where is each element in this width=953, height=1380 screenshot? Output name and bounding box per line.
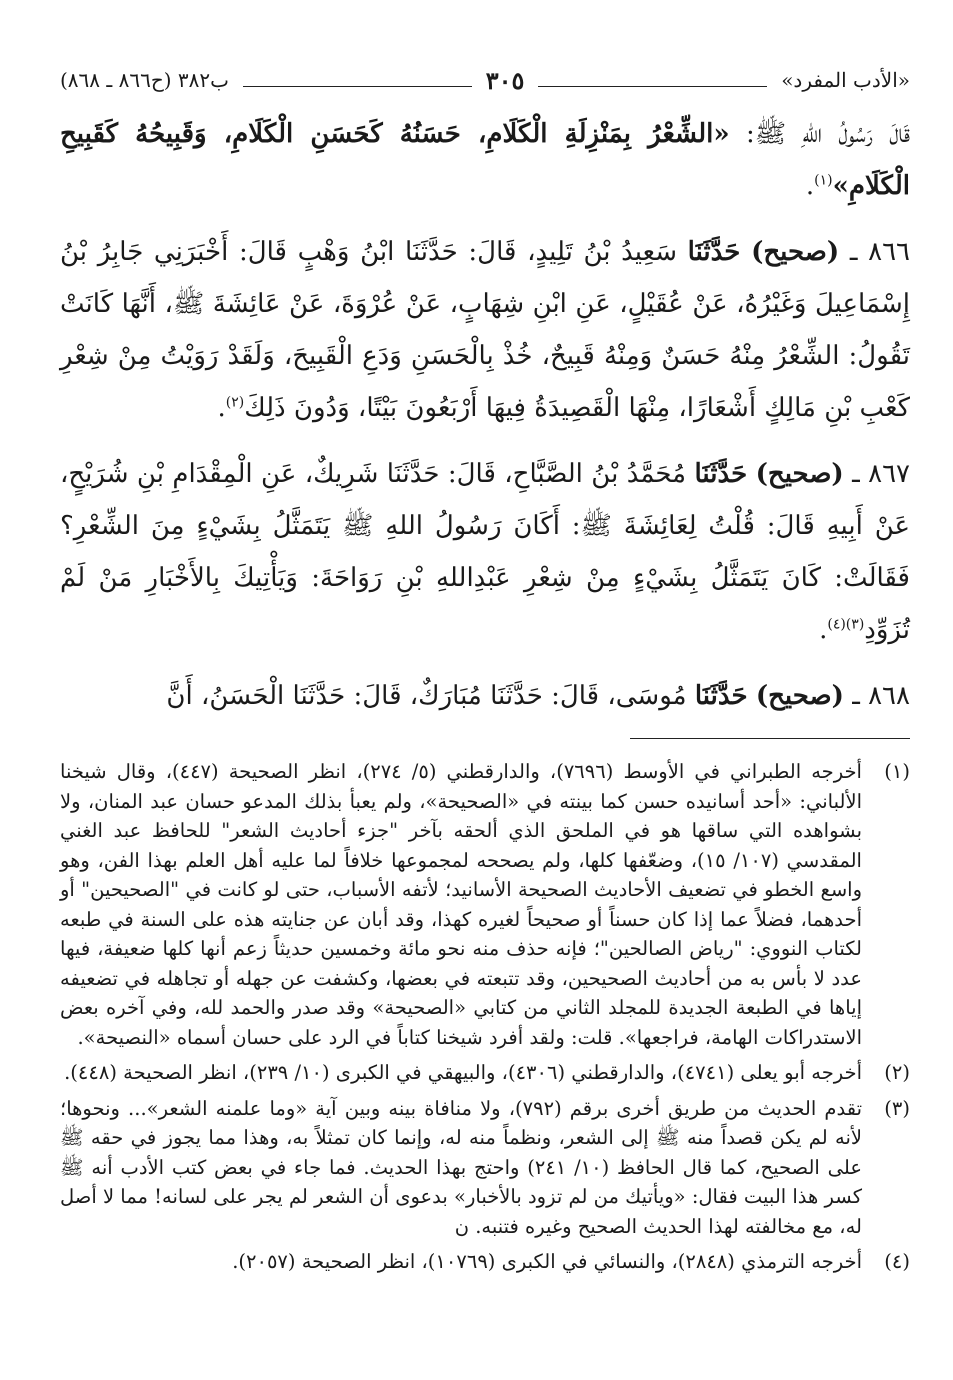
hadith-text: مُوسَى، قَالَ: حَدَّثَنَا مُبَارَكٌ، قَالَ: حَدَّثَنَا الْحَسَنُ، أَنَّ	[166, 681, 687, 711]
footnote-text: أخرجه الطبراني في الأوسط (٧٦٩٦)، والدارقطني (٥/ ٢٧٤)، انظر الصحيحة (٤٤٧)، وقال شيخنا الألباني: «أحد أسانيده حسن كما بينته في «الصحيحة»، ولم يعبأ بذلك المدعو حسان عبد المنان، ولا بشواهده التي ساقها هو في الملحق الذي ألحقه بآخر "جزء أحاديث الشعر" للحافظ عبد الغني المقدسي (١٠٧/ ١٥)، وضعّفها كلها، ولم يصححه لمجموعها خلافاً لما عليه أهل العلم بهذا الفن، وهو واسع الخطو في تضعيف الأحاديث الصحيحة الأسانيد؛ لأتفه الأسباب، حتى لو كانت في "الصحيحين" أو أحدهما، فضلاً عما إذا كان حسناً أو صحيحاً لغيره كهذا، وقد أبان عن جنايته هذه على السنة في طبعه لكتاب النووي: "رياض الصالحين"؛ فإنه حذف منه نحو مائة وخمسين حديثاً زعم أنها كلها ضعيفة، فيها عدد لا بأس به من أحاديث الصحيحين، وقد تتبعته في بعضها، وكشفت عن جهله أو تجاهله في تضعيفه إياها في الطبعة الجديدة للمجلد الثاني من كتابي «الصحيحة» وقد صدر والحمد لله، وفي آخره بعض الاستدراكات الهامة، فراجعها». قلت: ولقد أفرد شيخنا كتاباً في الرد على حسان أسماه «النصيحة».	[60, 760, 862, 1049]
footnote	[60, 757, 910, 1052]
hadith-end: .	[819, 615, 828, 645]
hadith-grade: (صحيح)	[751, 237, 840, 267]
footnotes	[60, 757, 910, 1277]
chapter-reference: ب٣٨٢ (ح٨٦٦ ـ ٨٦٨)	[59, 68, 229, 92]
hadith-paragraph	[60, 670, 910, 722]
hadith-paragraph	[60, 226, 910, 434]
footnote-number: (٣)	[884, 1096, 910, 1120]
hadith-grade: (صحيح)	[755, 681, 844, 711]
footnote-text: أخرجه أبو يعلى (٤٧٤١)، والدارقطني (٤٣٠٦)، والبيهقي في الكبرى (١٠/ ٢٣٩)، انظر الصحيحة (٤٤٨).	[64, 1061, 862, 1084]
intro-paragraph	[60, 108, 910, 212]
intro-prefix: قَالَ رَسُولُ اللهِ ﷺ:	[729, 119, 911, 149]
header-rule-left	[243, 74, 472, 87]
intro-end: .	[805, 171, 815, 201]
footnote	[60, 1247, 910, 1277]
hadith-end: .	[217, 393, 226, 423]
hadith-text: سَعِيدُ بْنُ تَلِيدٍ، قَالَ: حَدَّثَنَا ابْنُ وَهْبٍ قَالَ: أَخْبَرَنِي جَابِرُ بْنُ إِسْمَاعِيلَ وَغَيْرُهُ، عَنْ عُقَيْلٍ، عَنِ ابْنِ شِهَابٍ، عَنْ عُرْوَةَ، عَنْ عَائِشَةَ ﷺ، أَنَّهَا كَانَتْ تَقُولُ: الشِّعْرُ مِنْهُ حَسَنٌ وَمِنْهُ قَبِيحٌ، خُذْ بِالْحَسَنِ وَدَعِ الْقَبِيحَ، وَلَقَدْ رَوَيْتُ مِنْ شِعْرِ كَعْبِ بْنِ مَالِكٍ أَشْعَارًا، مِنْهَا الْقَصِيدَةُ فِيهَا أَرْبَعُونَ بَيْتًا، وَدُونَ ذَلِكَ	[60, 237, 910, 423]
book-page	[60, 60, 910, 1350]
hadith-number: ٨٦٦ ـ	[849, 237, 911, 267]
footnote	[60, 1094, 910, 1242]
running-header	[60, 60, 910, 100]
hadith-haddathana: حَدَّثَنَا	[687, 237, 741, 267]
footnote-text: تقدم الحديث من طريق أخرى برقم (٧٩٢)، ولا منافاة بينه وبين آية «وما علمنه الشعر»... ونحوها؛ لأنه لم يكن قصداً منه ﷺ إلى الشعر، ونظماً منه له، وإنما كان تمثلاً به، وهذا مما يجوز في حقه ﷺ على الصحيح، كما قال الحافظ (١٠/ ٢٤١) واحتج بهذا الحديث. فما جاء في بعض كتب الأدب أنه ﷺ كسر هذا البيت فقال: «ويأتيك من لم تزود بالأخبار» بدعوى أن الشعر لم يجر على لسانه! مما لا أصل له، مع مخالفته لهذا الحديث الصحيح وغيره فتنبه. ن	[60, 1096, 863, 1238]
footnote-ref: (١)	[814, 172, 833, 189]
hadith-haddathana: حَدَّثَنَا	[694, 459, 748, 489]
footnote-ref: (٣)(٤)	[827, 616, 865, 633]
hadith-paragraph	[60, 448, 910, 656]
page-number: ٣٠٥	[485, 65, 525, 95]
hadith-text: مُحَمَّدُ بْنُ الصَّبَّاحِ، قَالَ: حَدَّثَنَا شَرِيكٌ، عَنِ الْمِقْدَامِ بْنِ شُرَيْحٍ، عَنْ أَبِيهِ قَالَ: قُلْتُ لِعَائِشَةَ ﷺ: أَكَانَ رَسُولُ اللهِ ﷺ يَتَمَثَّلُ بِشَيْءٍ مِنَ الشِّعْرِ؟ فَقَالَتْ: كَانَ يَتَمَثَّلُ بِشَيْءٍ مِنْ شِعْرِ عَبْدِاللهِ بْنِ رَوَاحَةَ: وَيَأْتِيكَ بِالأَخْبَارِ مَنْ لَمْ تُزَوِّدِ	[60, 459, 910, 645]
footnote-ref: (٢)	[225, 394, 245, 411]
header-rule-right	[538, 74, 767, 87]
footnote-number: (١)	[884, 760, 910, 783]
footnote-number: (٤)	[884, 1250, 910, 1273]
book-title: «الأدب المفرد»	[781, 68, 910, 92]
footnote-divider	[630, 738, 910, 739]
footnote	[60, 1058, 910, 1088]
hadith-grade: (صحيح)	[755, 459, 844, 489]
hadith-haddathana: حَدَّثَنَا	[694, 681, 748, 711]
footnote-number: (٢)	[884, 1061, 910, 1084]
intro-quote: «الشِّعْرُ بِمَنْزِلَةِ الْكَلَامِ، حَسَنُهُ كَحَسَنِ الْكَلَامِ، وَقَبِيحُهُ كَقَبِيحِ الْكَلَامِ»	[60, 119, 910, 201]
hadith-number: ٨٦٨ ـ	[852, 681, 910, 711]
hadith-number: ٨٦٧ ـ	[852, 459, 911, 489]
main-text	[60, 108, 910, 722]
footnote-text: أخرجه الترمذي (٢٨٤٨)، والنسائي في الكبرى (١٠٧٦٩)، انظر الصحيحة (٢٠٥٧).	[232, 1250, 862, 1273]
